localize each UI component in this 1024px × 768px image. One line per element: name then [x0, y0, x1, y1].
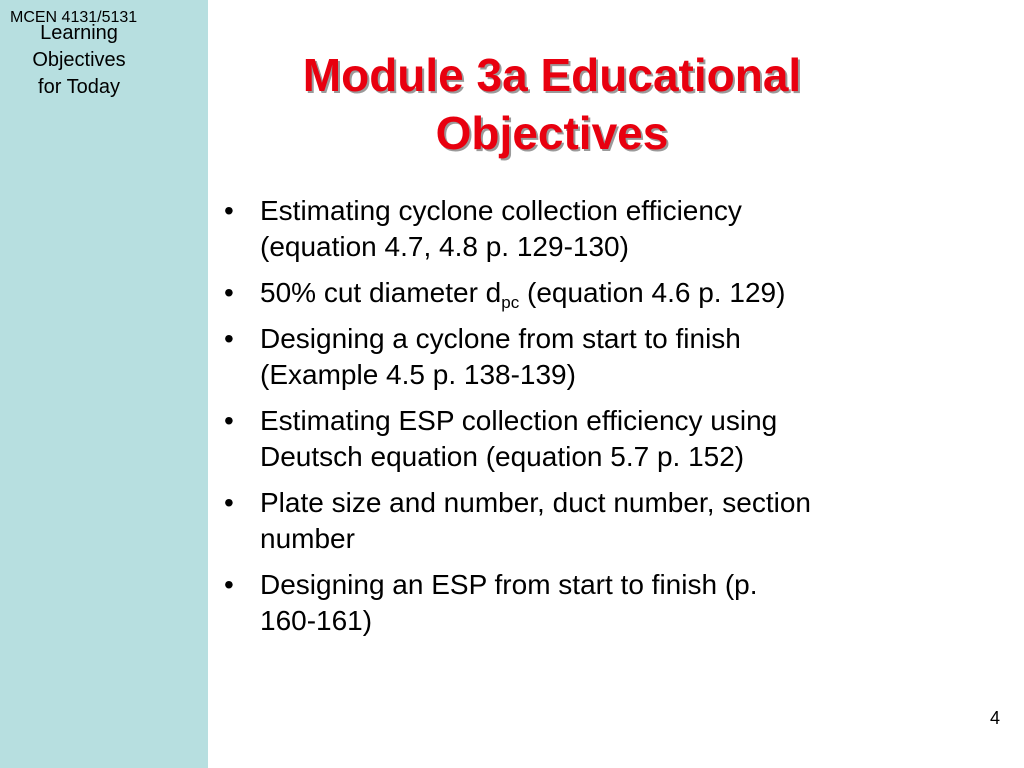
- list-item-text-before: 50% cut diameter d: [260, 277, 502, 308]
- list-item-line: Plate size and number, duct number, section: [260, 487, 811, 518]
- list-item: [222, 403, 962, 475]
- list-item-line: 160-161): [260, 605, 373, 636]
- list-item-text-after: (equation 4.6 p. 129): [519, 277, 786, 308]
- list-item: [222, 567, 962, 639]
- list-item-line: Deutsch equation (equation 5.7 p. 152): [260, 441, 745, 472]
- list-item-line: (Example 4.5 p. 138-139): [260, 359, 576, 390]
- bullet-icon: •: [224, 277, 234, 308]
- list-item: [222, 193, 962, 265]
- sidebar-title-line: Objectives: [32, 49, 126, 71]
- list-item-line: Designing an ESP from start to finish (p.: [260, 569, 758, 600]
- bullet-icon: •: [224, 569, 234, 600]
- list-item-line: Designing a cyclone from start to finish: [260, 323, 741, 354]
- list-item-line: Estimating ESP collection efficiency using: [260, 405, 778, 436]
- sidebar: [0, 0, 208, 768]
- list-item-line: Estimating cyclone collection efficiency: [260, 195, 742, 226]
- sidebar-title-line: Learning: [40, 22, 118, 44]
- list-item-text: [260, 403, 962, 475]
- page-title-line: Objectives: [435, 107, 669, 159]
- list-item: [222, 485, 962, 557]
- list-item-text: [260, 193, 962, 265]
- list-item-text: [260, 277, 786, 312]
- list-item-text: [260, 321, 962, 393]
- page-title: [222, 46, 882, 162]
- slide-number: 4: [989, 708, 1000, 728]
- course-code: MCEN 4131/5131: [10, 9, 138, 26]
- bullet-icon: •: [224, 195, 234, 226]
- bullet-icon: •: [224, 323, 234, 354]
- list-item-line: (equation 4.7, 4.8 p. 129-130): [260, 231, 629, 262]
- list-item-text: [260, 567, 962, 639]
- bullet-icon: •: [224, 487, 234, 518]
- objectives-list: [222, 193, 962, 649]
- sidebar-title: [8, 20, 150, 101]
- bullet-icon: •: [224, 405, 234, 436]
- list-item: [222, 275, 962, 311]
- list-item-text: [260, 485, 962, 557]
- subscript-pc: pc: [501, 293, 520, 312]
- sidebar-title-line: for Today: [38, 76, 120, 98]
- page-title-line: Module 3a Educational: [302, 49, 802, 101]
- list-item: [222, 321, 962, 393]
- list-item-line: number: [260, 523, 355, 554]
